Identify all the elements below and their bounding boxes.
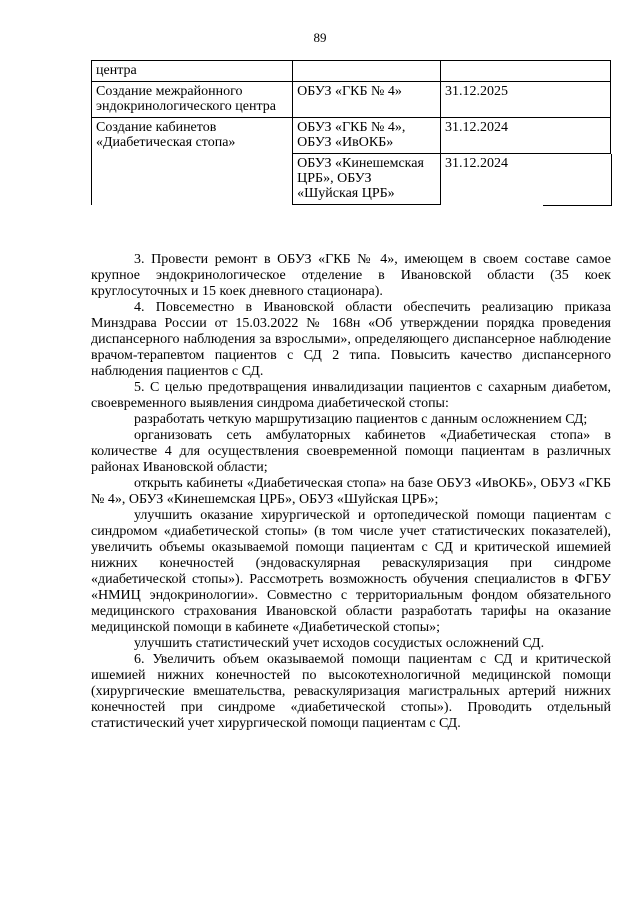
table-cell-deadline: 31.12.2024 xyxy=(441,118,611,154)
table-cell-deadline-text: 31.12.2024 xyxy=(445,156,508,171)
paragraph-open-cabinets: открыть кабинеты «Диабетическая стопа» на базе ОБУЗ «ИвОКБ», ОБУЗ «ГКБ № 4», ОБУЗ «Кинешемская ЦРБ», ОБУЗ «Шуйская ЦРБ»; xyxy=(91,476,611,507)
table-cell-event: центра xyxy=(92,61,293,82)
table-cell-event: Создание кабинетов «Диабетическая стопа» xyxy=(92,118,293,154)
paragraph-routing: разработать четкую маршрутизацию пациентов с данным осложнением СД; xyxy=(134,412,588,427)
paragraph-network: организовать сеть амбулаторных кабинетов «Диабетическая стопа» в количестве 4 для осуществления своевременной помощи пациентам в различных районах Ивановской области; xyxy=(91,428,611,475)
table-cell-executor: ОБУЗ «ГКБ № 4», ОБУЗ «ИвОКБ» xyxy=(293,118,441,154)
table-cell-event: Создание межрайонного эндокринологического центра xyxy=(92,82,293,118)
table-cell-executor xyxy=(293,61,441,82)
table-row xyxy=(92,61,611,82)
paragraph-statistics: улучшить статистический учет исходов сосудистых осложнений СД. xyxy=(134,636,545,651)
table-row xyxy=(92,154,611,205)
table-row xyxy=(92,118,611,154)
body-text xyxy=(91,252,611,732)
schedule-table xyxy=(91,60,611,205)
page-number: 89 xyxy=(313,30,327,45)
table-cell-event xyxy=(92,154,293,205)
paragraph-high-tech-care: 6. Увеличить объем оказываемой помощи пациентам с СД и критической ишемией нижних конечностей по высокотехнологичной медицинской помощи (хирургические вмешательства, реваскуляризация магистральных артерий нижних конечностей при синдроме «диабетической стопы»). Проводить отдельный статистический учет хирургической помощи пациентам с СД. xyxy=(91,652,611,731)
table-cell-deadline xyxy=(441,61,611,82)
table-corner-line xyxy=(543,154,612,206)
table-row xyxy=(92,82,611,118)
table-cell-executor: ОБУЗ «ГКБ № 4» xyxy=(293,82,441,118)
table-cell-deadline: 31.12.2025 xyxy=(441,82,611,118)
table-cell-executor: ОБУЗ «Кинешемская ЦРБ», ОБУЗ «Шуйская ЦРБ» xyxy=(293,154,441,205)
table-cell-deadline xyxy=(441,154,611,205)
paragraph-diabetic-foot-intro: 5. С целью предотвращения инвалидизации пациентов с сахарным диабетом, своевременного выявления синдрома диабетической стопы: xyxy=(91,380,611,411)
paragraph-repair: 3. Провести ремонт в ОБУЗ «ГКБ № 4», имеющем в своем составе самое крупное эндокринологическое отделение в Ивановской области (35 коек круглосуточных и 15 коек дневного стационара). xyxy=(91,252,611,299)
paragraph-surgical-care: улучшить оказание хирургической и ортопедической помощи пациентам с синдромом «диабетической стопы» (в том числе учет статистических показателей), увеличить объемы оказываемой помощи пациентам с СД и критической ишемией нижних конечностей (эндоваскулярная реваскуляризация при синдроме «диабетической стопы»). Рассмотреть возможность обучения специалистов в ФГБУ «НМИЦ эндокринологии». Совместно с территориальным фондом обязательного медицинского страхования Ивановской области разработать тарифы на оказание медицинской помощи в кабинете «Диабетической стопы»; xyxy=(91,508,611,635)
paragraph-dispensary: 4. Повсеместно в Ивановской области обеспечить реализацию приказа Минздрава России от 15.03.2022 № 168н «Об утверждении порядка проведения диспансерного наблюдения за взрослыми», определяющего диспансерное наблюдение врачом-терапевтом пациентов с СД 2 типа. Повысить качество диспансерного наблюдения пациентов с СД. xyxy=(91,300,611,379)
